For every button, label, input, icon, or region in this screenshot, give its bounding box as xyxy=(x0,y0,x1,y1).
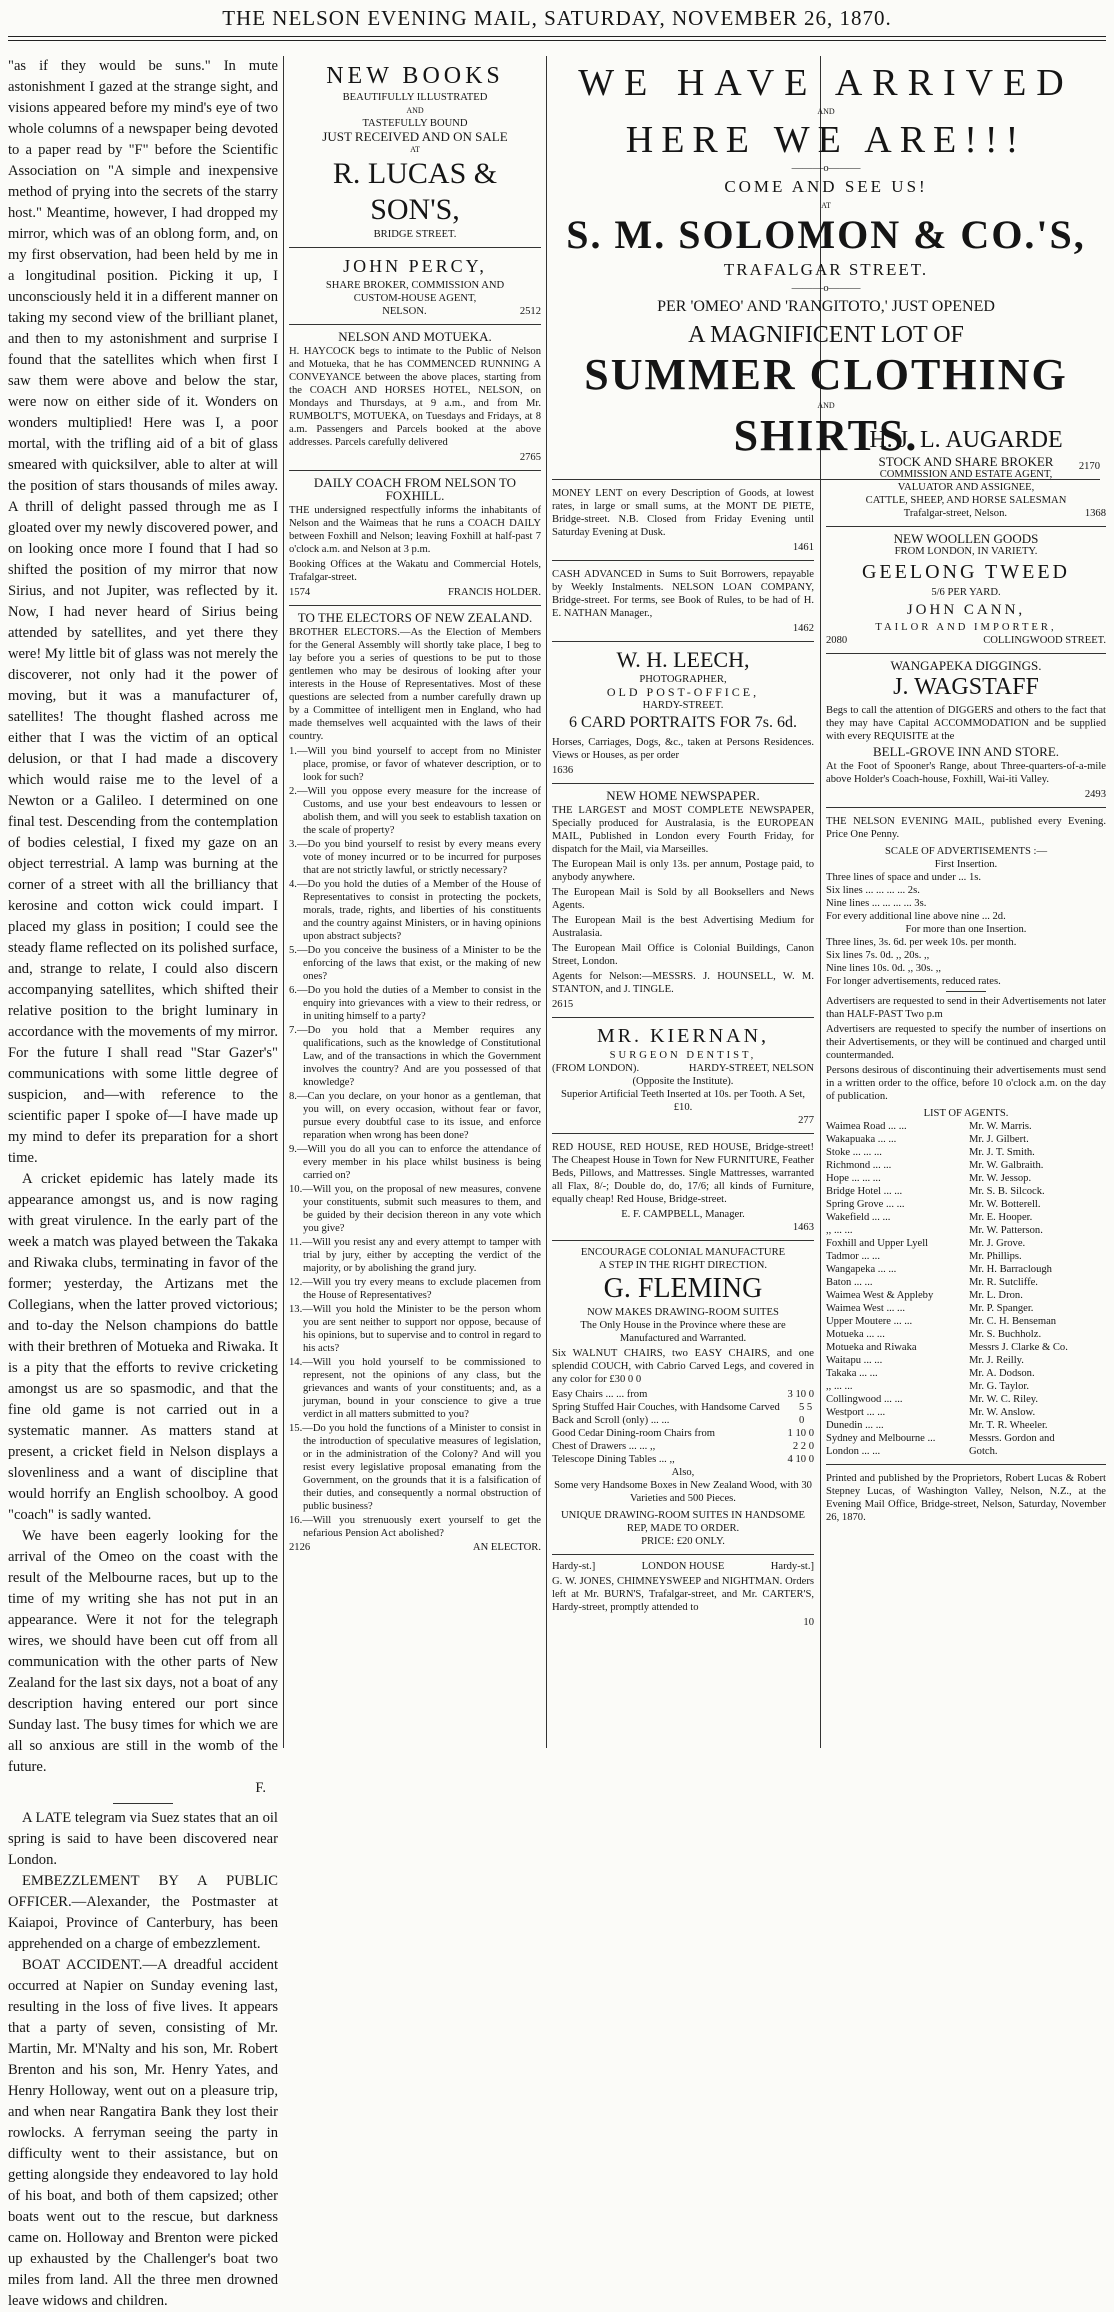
ad-firm: JOHN CANN, xyxy=(906,602,1026,618)
ad-body: G. W. JONES, CHIMNEYSWEEP and NIGHTMAN. Orders left at Mr. BURN'S, Trafalgar-street, and Mr. CARTER'S, Hardy-street, promptly attended to xyxy=(552,1576,814,1613)
rate-row: For every additional line above nine ... 2d. xyxy=(826,911,1006,922)
ad-line: Hardy-st.] xyxy=(552,1561,596,1572)
agent-name: Mr. E. Hooper. xyxy=(969,1212,1033,1223)
agent-place: Takaka ... ... xyxy=(826,1368,878,1379)
article-paragraph: A cricket epidemic has lately made its appearance amongst us, and is now raging with great virulence. In the early part of the week a match was played between the Takaka and Riwaka clubs, terminating in favor of the former; yesterday, the Artizans met the Collegians, when the latter proved victorious; and to-day the Nelson champions do battle with their brethren of Motueka and Riwaka. It is a pity that the efforts to revive cricketing amongst us are so spasmodic, and that the fine old game is not carried out in a systematic manner. As matters stand at present, a cricket field in Nelson displays a slovenliness and a want of discipline that would horrify an English schoolboy. A good "coach" is sadly wanted. xyxy=(8,1171,278,1523)
ad-fleming xyxy=(552,1241,814,1555)
ad-heading: WANGAPEKA DIGGINGS. xyxy=(890,658,1042,673)
agent-name: Mr. S. Buchholz. xyxy=(969,1329,1042,1340)
ad-signature: E. F. CAMPBELL, Manager. xyxy=(621,1209,745,1220)
ad-augarde xyxy=(826,420,1106,527)
question: 5.—Do you conceive the business of a Minister to be the enforcing of the laws that exist, or the making of new ones? xyxy=(289,945,541,982)
price-item: Chest of Drawers ... ... ,, xyxy=(552,1441,656,1452)
agent-place: Wangapeka ... ... xyxy=(826,1264,897,1275)
ad-headline: SUMMER CLOTHING xyxy=(584,350,1068,399)
ad-firm: GEELONG TWEED xyxy=(861,561,1071,583)
rate-row: Nine lines ... ... ... ... 3s. xyxy=(826,898,927,909)
ad-line: A STEP IN THE RIGHT DIRECTION. xyxy=(598,1260,768,1271)
ad-line: First Insertion. xyxy=(934,859,998,870)
ad-number: 10 xyxy=(803,1617,814,1628)
ad-line: COME AND SEE US! xyxy=(724,177,928,196)
agent-place: Waimea West & Appleby xyxy=(826,1290,934,1301)
ad-body: Agents for Nelson:—MESSRS. J. HOUNSELL, W. M. STANTON, and J. TINGLE. xyxy=(552,971,814,995)
price-item: Easy Chairs ... ... from xyxy=(552,1389,648,1400)
ad-number: 2615 xyxy=(552,999,574,1010)
ad-line: AT xyxy=(410,145,420,154)
ad-line: PHOTOGRAPHER, xyxy=(639,674,727,685)
ad-heading: NELSON AND MOTUEKA. xyxy=(338,329,492,344)
price-value: 3 10 0 xyxy=(787,1389,814,1400)
rate-row: Six lines 7s. 0d. ,, 20s. ,, xyxy=(826,950,930,961)
question: 10.—Will you, on the proposal of new measures, convene your constituents, submit such measures to them, and be guided by their decision thereon in any vote which you give? xyxy=(289,1184,541,1234)
ad-number: 2493 xyxy=(1084,789,1106,800)
agent-place: Upper Moutere ... ... xyxy=(826,1316,913,1327)
agent-place: Waitapu ... ... xyxy=(826,1355,883,1366)
agent-name: Mr. W. Patterson. xyxy=(969,1225,1043,1236)
masthead-rule xyxy=(8,36,1106,37)
divider xyxy=(946,991,986,992)
ad-line: For more than one Insertion. xyxy=(905,924,1027,935)
imprint-text: Printed and published by the Proprietors, Robert Lucas & Robert Stepney Lucas, of Washington Valley, Nelson, N.Z., at the Evening Mail Office, Bridge-street, Nelson, Saturday, November 26, 1870. xyxy=(826,1473,1106,1523)
ad-line: TAILOR AND IMPORTER, xyxy=(875,622,1057,633)
ad-number: 1368 xyxy=(1084,508,1106,519)
ad-ornament: ———o——— xyxy=(791,163,861,174)
ad-heading: NEW HOME NEWSPAPER. xyxy=(606,788,760,803)
rate-row: Three lines of space and under ... 1s. xyxy=(826,872,982,883)
ad-firm: G. FLEMING xyxy=(603,1273,763,1304)
agent-name: Messrs J. Clarke & Co. xyxy=(969,1342,1068,1353)
agent-name: Messrs. Gordon and xyxy=(969,1433,1055,1444)
ad-number: 1636 xyxy=(552,765,574,776)
agent-name: Mr. P. Spanger. xyxy=(969,1303,1034,1314)
ad-daily-coach xyxy=(289,471,541,606)
ad-leech xyxy=(552,642,814,784)
ad-line: SURGEON DENTIST, xyxy=(609,1050,757,1061)
ad-line: FROM LONDON, IN VARIETY. xyxy=(894,546,1038,557)
agent-name: Mr. R. Sutcliffe. xyxy=(969,1277,1038,1288)
ad-line: (Opposite the Institute). xyxy=(632,1076,734,1087)
ad-line: UNIQUE DRAWING-ROOM SUITES IN HANDSOME REP, MADE TO ORDER. xyxy=(561,1510,805,1534)
ad-line: Hardy-st.] xyxy=(770,1561,814,1572)
ad-number: 2765 xyxy=(519,452,541,463)
ad-line: TASTEFULLY BOUND xyxy=(362,118,468,129)
agent-place: Waimea Road ... ... xyxy=(826,1121,907,1132)
ad-number: 277 xyxy=(798,1115,814,1126)
ad-body: The European Mail is only 13s. per annum, Postage paid, to anybody anywhere. xyxy=(552,859,814,883)
column-ads-1 xyxy=(289,56,541,1748)
ad-line: BEAUTIFULLY ILLUSTRATED xyxy=(342,92,488,103)
ad-number: 1462 xyxy=(792,623,814,634)
agent-name: Gotch. xyxy=(969,1446,998,1457)
agent-name: Mr. T. R. Wheeler. xyxy=(969,1420,1048,1431)
ad-line: LONDON HOUSE xyxy=(641,1561,725,1572)
price-row xyxy=(552,1440,814,1453)
ad-line: TRAFALGAR STREET. xyxy=(723,260,929,279)
ad-body: CASH ADVANCED in Sums to Suit Borrowers, repayable by Weekly Instalments. NELSON LOAN COMPANY, Bridge-street. For terms, see Book of Rules, to be had of H. E. NATHAN Manager., xyxy=(552,569,814,619)
price-item: Spring Stuffed Hair Couches, with Handsome Carved Back and Scroll (only) ... ... xyxy=(552,1402,780,1426)
ad-headline: HERE WE ARE!!! xyxy=(625,119,1027,161)
agent-place: ,, ... ... xyxy=(826,1381,853,1392)
ad-number: 1461 xyxy=(792,542,814,553)
agent-place: London ... ... xyxy=(826,1446,881,1457)
ad-cash-advanced xyxy=(552,561,814,642)
ad-body: BROTHER ELECTORS.—As the Election of Members for the General Assembly will shortly take place, I beg to lay before you a series of questions to be put to those gentlemen who may be desirous of looking after your interests in the House of Representatives. Most of these questions are selected from a number carefully drawn up by a Committee of intelligent men in England, who had made themselves well acquainted with the laws of their country. xyxy=(289,627,541,742)
question: 11.—Will you resist any and every attempt to tamper with trial by jury, either by accepting the verdict of the majority, or by abolishing the grand jury. xyxy=(289,1237,541,1274)
ad-line: AND xyxy=(817,107,835,116)
ad-title: NEW BOOKS xyxy=(326,63,504,89)
article-paragraph: "as if they would be suns." In mute astonishment I gazed at the strange sight, and visions appeared before my mind's eye of two whole columns of a newspaper being devoted to a paper read by "F" before the Scientific Association on "A simple and inexpensive method of prying into the secrets of the starry host." Meantime, however, I had dropped my mirror, which was of an oblong form, and, on my first observation, had been held by me in a longitudinal position. Picking it up, I unconsciously held it in a different manner on taking my second view of the brilliant planet, and then to my astonishment and surprise I found that the satellites which when first I saw them were above and below the star, were now on either side of it. Wonders on wonders multiplied! Here was I, a poor mortal, with the trifling aid of a bit of glass smeared with quicksilver, able to alter at will the position of stars thousands of miles away. A thrill of delight passed through me as I gloated over my newly discovered power, and on looking once more I found that I had so shifted the position of my mirror that now Sirius, and not Jupiter, was reflected by it. Now, I had never heard of Sirius being attended by satellites, and yet there they were! My little bit of glass was not merely the discoverer, not only had it the power of moving, but it was a manufacturer of, satellites! The thought flashed across me either that I was the victim of an optical delusion, or that I had made a discovery which would raise me to the level of a Newton or a Galileo. I determined on one final test. Descending from the contemplation of bodies celestial, I fixed my gaze on an object terrestrial. A lamp was burning at the corner of a street with all the brilliancy that kerosine and cotton wick could impart. I placed my glass in position; I could see the steady flame reflected on its polished surface, and, strange to relate, I could also discern accompanying satellites, which shifted their relative position to the bright luminary in accordance with the movements of my mirror. For the future I shall read "Star Gazer's" communications with some little degree of suspicion, and—with reference to the scientific paper I spoke of—I have made up my mind to defer its preparation for a short time. xyxy=(8,58,278,1166)
agent-place: Motueka and Riwaka xyxy=(826,1342,917,1353)
ad-wagstaff xyxy=(826,654,1106,808)
agent-place: Motueka ... ... xyxy=(826,1329,885,1340)
ad-firm: JOHN PERCY, xyxy=(343,256,487,276)
price-row xyxy=(552,1427,814,1440)
ad-line: JUST RECEIVED AND ON SALE xyxy=(322,129,508,144)
ad-line: HARDY-STREET. xyxy=(642,700,724,711)
ad-firm: S. M. SOLOMON & CO.'S, xyxy=(566,212,1086,257)
ad-body: THE LARGEST and MOST COMPLETE NEWSPAPER, Specially produced for Australasia, is the EUROPEAN MAIL, Published in London every Fourth Friday, for dispatch for the Mail, via Marseilles. xyxy=(552,805,814,855)
ad-firm: MR. KIERNAN, xyxy=(596,1025,770,1047)
masthead-rule-2 xyxy=(8,40,1106,41)
article-paragraph: EMBEZZLEMENT BY A PUBLIC OFFICER.—Alexander, the Postmaster at Kaiapoi, Province of Canterbury, has been apprehended on a charge of embezzlement. xyxy=(8,1873,278,1952)
ad-body: Superior Artificial Teeth Inserted at 10s. per Tooth. A Set, £10. xyxy=(560,1089,806,1113)
ad-line: NOW MAKES DRAWING-ROOM SUITES xyxy=(587,1307,779,1318)
price-value: 2 2 0 xyxy=(792,1441,814,1452)
ad-line: CATTLE, SHEEP, AND HORSE SALESMAN xyxy=(865,495,1067,506)
ad-line: Trafalgar-street, Nelson. xyxy=(903,508,1008,519)
ad-line: PER 'OMEO' AND 'RANGITOTO,' JUST OPENED xyxy=(657,298,995,315)
ad-line: COMMISSION AND ESTATE AGENT, xyxy=(879,469,1053,480)
ad-line: PRICE: £20 ONLY. xyxy=(641,1536,725,1547)
ad-number: 1463 xyxy=(792,1222,814,1233)
article-signature: F. xyxy=(255,1780,266,1796)
price-value: 4 10 0 xyxy=(787,1454,814,1465)
ad-body: Horses, Carriages, Dogs, &c., taken at Persons Residences. Views or Houses, as per order xyxy=(552,737,814,761)
agent-name: Mr. G. Taylor. xyxy=(969,1381,1029,1392)
ad-signature: AN ELECTOR. xyxy=(472,1542,541,1553)
ad-line: The Only House in the Province where these are Manufactured and Warranted. xyxy=(580,1320,786,1344)
agent-name: Mr. S. B. Silcock. xyxy=(969,1186,1045,1197)
ad-heading: DAILY COACH FROM NELSON TO FOXHILL. xyxy=(313,475,517,503)
column-rule xyxy=(283,56,284,1748)
ad-number: 2170 xyxy=(1078,461,1100,472)
ad-heading: LIST OF AGENTS. xyxy=(923,1108,1009,1119)
agent-name: Mr. H. Barraclough xyxy=(969,1264,1052,1275)
agent-place: Waimea West ... ... xyxy=(826,1303,906,1314)
ad-line: Some very Handsome Boxes in New Zealand Wood, with 30 Varieties and 500 Pieces. xyxy=(554,1480,812,1504)
rate-row: For longer advertisements, reduced rates. xyxy=(826,976,1001,987)
ad-line: Also, xyxy=(671,1467,695,1478)
agent-place: Spring Grove ... ... xyxy=(826,1199,905,1210)
divider xyxy=(113,1803,173,1804)
ad-firm: J. WAGSTAFF xyxy=(893,674,1039,700)
ad-line: 5/6 PER YARD. xyxy=(931,587,1001,598)
rate-row: Six lines ... ... ... ... 2s. xyxy=(826,885,920,896)
ad-number: 2080 xyxy=(826,635,848,646)
ad-number: 1574 xyxy=(289,587,311,598)
ad-body: Begs to call the attention of DIGGERS and others to the fact that they may have Capital ACCOMMODATION and be supplied with every REQUISITE at the xyxy=(826,705,1106,742)
ad-body: Booking Offices at the Wakatu and Commercial Hotels, Trafalgar-street. xyxy=(289,559,541,583)
ad-firm: H. J. L. AUGARDE xyxy=(869,427,1063,453)
ad-solomon xyxy=(552,56,1100,480)
ad-heading: SCALE OF ADVERTISEMENTS :— xyxy=(884,846,1048,857)
ad-body: At the Foot of Spooner's Range, about Three-quarters-of-a-mile above Holder's Coach-house, Foxhill, Wai-iti Valley. xyxy=(826,761,1106,785)
ad-line: NELSON. xyxy=(382,306,427,317)
ad-number: 2512 xyxy=(519,306,541,317)
agent-place: Foxhill and Upper Lyell xyxy=(826,1238,929,1249)
column-news xyxy=(8,56,278,2309)
price-row xyxy=(552,1401,814,1427)
agent-name: Mr. W. Jessop. xyxy=(969,1173,1032,1184)
ad-jones xyxy=(552,1555,814,1635)
agent-name: Mr. J. Gilbert. xyxy=(969,1134,1029,1145)
agent-name: Mr. W. Anslow. xyxy=(969,1407,1036,1418)
agent-place: Sydney and Melbourne ... xyxy=(826,1433,936,1444)
question: 15.—Do you hold the functions of a Minister to consist in the introduction of speculative measures of legislation, or in the administration of the Colony? And will you resist every legislative proposal emanating from the Government, on the grounds that it is a falsification of their duties, and consequently a normal obstruction of public business? xyxy=(289,1423,541,1512)
ad-line: BELL-GROVE INN AND STORE. xyxy=(872,744,1060,759)
question: 3.—Do you bind yourself to resist by every means every vote of money incurred or to be incurred for purposes that are not strictly lawful, or strictly necessary? xyxy=(289,839,541,876)
ad-body: The European Mail Office is Colonial Buildings, Canon Street, London. xyxy=(552,943,814,967)
ad-body: Advertisers are requested to specify the number of insertions on their Advertisements, or they will be continued and charged until countermanded. xyxy=(826,1024,1106,1061)
agent-place: Wakapuaka ... ... xyxy=(826,1134,897,1145)
agent-place: Richmond ... ... xyxy=(826,1160,892,1171)
agent-place: Westport ... ... xyxy=(826,1407,886,1418)
ad-signature: FRANCIS HOLDER. xyxy=(447,587,541,598)
price-value: 5 5 0 xyxy=(798,1402,813,1426)
ad-line: COLLINGWOOD STREET. xyxy=(983,635,1106,646)
imprint xyxy=(826,1465,1106,1532)
ad-line: HARDY-STREET, NELSON xyxy=(688,1063,814,1074)
ad-body: THE NELSON EVENING MAIL, published every Evening. Price One Penny. xyxy=(826,816,1106,840)
ad-body: RED HOUSE, RED HOUSE, RED HOUSE, Bridge-street! The Cheapest House in Town for New FURNITURE, Feather Beds, Pillows, and Mattresses. Single Mattresses, warranted all Flax, 8/-; Double do, do, 17/6; all kinds of Furniture, equally cheap! Red House, Bridge-street. xyxy=(552,1142,814,1205)
question: 1.—Will you bind yourself to accept from no Minister place, promise, or favor of whatever description, or to look for such? xyxy=(289,746,541,783)
agent-name: Mr. J. Reilly. xyxy=(969,1355,1024,1366)
agent-place: Bridge Hotel ... ... xyxy=(826,1186,903,1197)
ad-headline: WE HAVE ARRIVED xyxy=(578,62,1074,104)
price-row xyxy=(552,1388,814,1401)
ad-john-cann xyxy=(826,527,1106,654)
ad-line: 6 CARD PORTRAITS FOR 7s. 6d. xyxy=(569,714,797,731)
price-list xyxy=(552,1388,814,1466)
ad-body: THE undersigned respectfully informs the inhabitants of Nelson and the Waimeas that he runs a COACH DAILY between Foxhill and Nelson; leaving Foxhill at half-past 7 o'clock a.m. and Nelson at 3 p.m. xyxy=(289,505,541,555)
ad-money-lent xyxy=(552,480,814,561)
ad-headline: SHIRTS. xyxy=(733,411,919,460)
ad-heading: NEW WOOLLEN GOODS xyxy=(893,531,1039,546)
agent-name: Mr. A. Dodson. xyxy=(969,1368,1035,1379)
ad-ornament: ———o——— xyxy=(791,283,861,294)
article-paragraph: We have been eagerly looking for the arrival of the Omeo on the coast with the result of the Melbourne races, but up to the time of my writing she has not put in an appearance. Were it not for the telegraph wires, we should have been cut off from all communication with the other parts of New Zealand for the last six days, not a boat of any description having entered our port since Sunday last. The busy times for which we are all so anxious are still in the womb of the future. xyxy=(8,1528,278,1775)
agent-place: Hope ... ... ... xyxy=(826,1173,881,1184)
agent-name: Mr. L. Dron. xyxy=(969,1290,1023,1301)
ad-line: VALUATOR AND ASSIGNEE, xyxy=(897,482,1035,493)
ad-new-books xyxy=(289,56,541,248)
question: 14.—Will you hold yourself to be commissioned to represent, not the opinions of any class, but the grievances and wants of your constituents; and, as a juryman, bound in your conscience to give a true verdict in all matters submitted to you? xyxy=(289,1357,541,1420)
agent-place: Dunedin ... ... xyxy=(826,1420,884,1431)
agent-place: Tadmor ... ... xyxy=(826,1251,880,1262)
agent-place: ,, ... ... xyxy=(826,1225,853,1236)
column-ads-3 xyxy=(826,420,1106,1748)
price-item: Telescope Dining Tables ... ,, xyxy=(552,1454,675,1465)
question: 4.—Do you hold the duties of a Member of the House of Representatives to consist in protecting the pockets, morals, trade, rights, and liberties of his constituents and the country against Ministers, or in having opinions upon abstract subjects? xyxy=(289,879,541,942)
ad-body: MONEY LENT on every Description of Goods, at lowest rates, in large or small sums, at the MONT DE PIETE, Bridge-street. N.B. Closed from Friday Evening until Saturday Evening at Dusk. xyxy=(552,488,814,538)
question: 2.—Will you oppose every measure for the increase of Customs, and use your best endeavours to lessen or abolish them, and will you seek to establish taxation on the scale of property? xyxy=(289,786,541,836)
question: 16.—Will you strenuously exert yourself to get the nefarious Pension Act abolished? xyxy=(289,1515,541,1539)
ad-line: A MAGNIFICENT LOT OF xyxy=(688,322,964,348)
ad-line: BRIDGE STREET. xyxy=(373,229,457,240)
agent-name: Mr. Phillips. xyxy=(969,1251,1022,1262)
ad-line: STOCK AND SHARE BROKER xyxy=(878,454,1054,469)
question: 12.—Will you try every means to exclude placemen from the House of Representatives? xyxy=(289,1277,541,1301)
ad-body: The European Mail is the best Advertising Medium for Australasia. xyxy=(552,915,814,939)
ad-firm: R. LUCAS & SON'S, xyxy=(332,157,498,226)
ad-body: Six WALNUT CHAIRS, two EASY CHAIRS, and one splendid COUCH, with Cabrio Carved Legs, and covered in any color for £30 0 0 xyxy=(552,1348,814,1385)
rate-row: Nine lines 10s. 0d. ,, 30s. ,, xyxy=(826,963,942,974)
agent-place: Collingwood ... ... xyxy=(826,1394,903,1405)
question: 13.—Will you hold the Minister to be the person whom you are sent neither to support nor oppose, because of his opinions, but to supervise and to control in regard to his acts? xyxy=(289,1304,541,1354)
ad-number: 2126 xyxy=(289,1542,311,1553)
article-paragraph: A LATE telegram via Suez states that an oil spring is said to have been discovered near London. xyxy=(8,1810,278,1868)
agents-list xyxy=(826,1120,1106,1458)
agent-place: Stoke ... ... ... xyxy=(826,1147,882,1158)
price-row xyxy=(552,1453,814,1466)
ad-line: AND xyxy=(406,106,424,115)
price-item: Good Cedar Dining-room Chairs from xyxy=(552,1428,715,1439)
ad-body: H. HAYCOCK begs to intimate to the Public of Nelson and Motueka, that he has COMMENCED RUNNING A CONVEYANCE between the above places, starting from the COACH AND HORSES HOTEL, NELSON, on Mondays and Thursdays, at 9 a.m., and from Mr. RUMBOLT'S, MOTUEKA, on Tuesdays and Fridays, at 8 a.m. Passengers and Parcels booked at the above addresses. Parcels carefully delivered xyxy=(289,346,541,448)
agent-name: Mr. W. Galbraith. xyxy=(969,1160,1044,1171)
ad-line: AT xyxy=(821,201,831,210)
agent-name: Mr. W. C. Riley. xyxy=(969,1394,1039,1405)
ad-heading: TO THE ELECTORS OF NEW ZEALAND. xyxy=(297,610,533,625)
ad-line: CUSTOM-HOUSE AGENT, xyxy=(353,293,477,304)
price-value: 1 10 0 xyxy=(787,1428,814,1439)
ad-haycock xyxy=(289,325,541,471)
ad-line: SHARE BROKER, COMMISSION AND xyxy=(325,280,505,291)
ad-body: Advertisers are requested to send in their Advertisements not later than HALF-PAST Two p.m xyxy=(826,996,1106,1020)
ad-body: The European Mail is Sold by all Booksellers and News Agents. xyxy=(552,887,814,911)
agent-name: Mr. J. Grove. xyxy=(969,1238,1026,1249)
column-rule xyxy=(546,56,547,1748)
agent-name: Mr. W. Botterell. xyxy=(969,1199,1041,1210)
rate-row: Three lines, 3s. 6d. per week 10s. per month. xyxy=(826,937,1017,948)
ad-electors xyxy=(289,606,541,1560)
article-paragraph: BOAT ACCIDENT.—A dreadful accident occurred at Napier on Sunday evening last, resulting in the loss of five lives. It appears that a party of seven, consisting of Mr. Martin, Mr. M'Nalty and his son, Mr. Robert Brenton and his son, Mr. Henry Yates, and Henry Holloway, went out on a pleasure trip, and when near Rangatira Bank they lost their rowlocks. A ferryman seeing the party in difficulty went to their assistance, but on getting alongside they endeavored to lay hold of his boat, and both of them capsized; other boats went out to the rescue, but darkness came on. Holloway and Brenton were picked up exhausted by the Challenger's boat two miles from land. All the three men drowned leave widows and children. xyxy=(8,1957,278,2309)
ad-body: Persons desirous of discontinuing their advertisements must send in a written order to the office, before 10 o'clock a.m. on the day of publication. xyxy=(826,1065,1106,1102)
question: 9.—Will you do all you can to enforce the attendance of every member in his place whilst business is being carried on? xyxy=(289,1144,541,1181)
question: 6.—Do you hold the duties of a Member to consist in the enquiry into grievances with a view to their redress, or in uniting himself to a party? xyxy=(289,985,541,1022)
ad-heading: ENCOURAGE COLONIAL MANUFACTURE xyxy=(580,1247,786,1258)
ad-firm: W. H. LEECH, xyxy=(616,647,750,672)
question: 8.—Can you declare, on your honor as a gentleman, that you will, on every occasion, without fear or favor, pursue every doubtful case to its issue, and enforce reparation when wrong has been done? xyxy=(289,1091,541,1141)
masthead: THE NELSON EVENING MAIL, SATURDAY, NOVEMBER 26, 1870. xyxy=(222,6,892,30)
ad-evening-mail xyxy=(826,808,1106,1465)
ad-new-home-newspaper xyxy=(552,784,814,1018)
agent-name: Mr. C. H. Benseman xyxy=(969,1316,1057,1327)
question: 7.—Do you hold that a Member requires any qualifications, such as the knowledge of Constitutional Law, and of the transactions in which the Government involves the country? And are you possessed of that knowledge? xyxy=(289,1025,541,1088)
agent-place: Baton ... ... xyxy=(826,1277,873,1288)
ad-kiernan xyxy=(552,1018,814,1134)
agent-name: Mr. W. Marris. xyxy=(969,1121,1032,1132)
ad-line: (FROM LONDON). xyxy=(552,1063,640,1074)
ad-john-percy xyxy=(289,248,541,325)
ad-red-house xyxy=(552,1134,814,1241)
agent-name: Mr. J. T. Smith. xyxy=(969,1147,1035,1158)
ad-line: OLD POST-OFFICE, xyxy=(606,685,760,699)
agent-place: Wakefield ... ... xyxy=(826,1212,891,1223)
ad-line: AND xyxy=(817,401,835,410)
